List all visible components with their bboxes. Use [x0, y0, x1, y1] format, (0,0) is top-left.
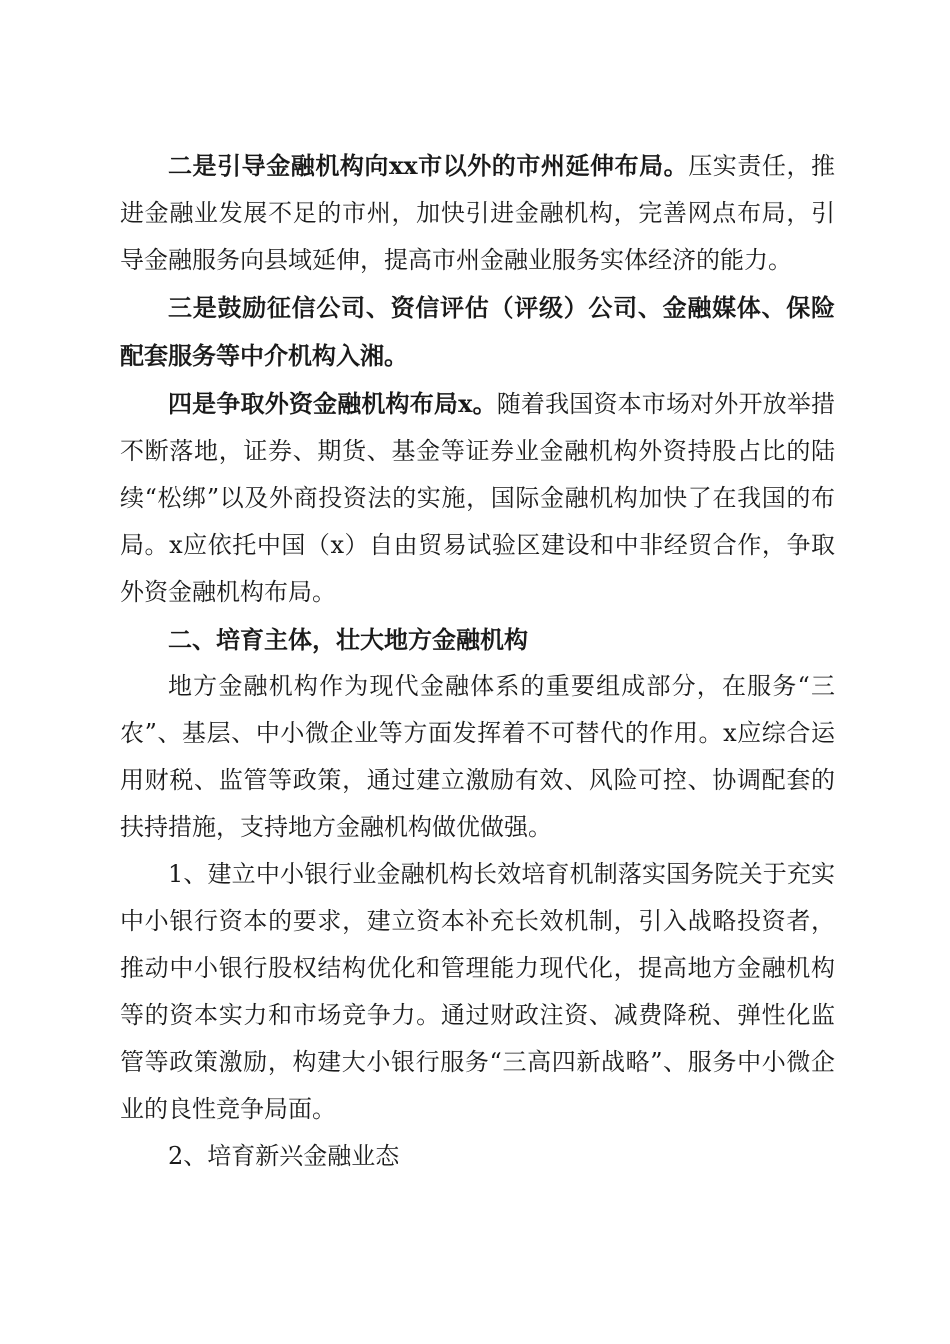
section-heading: 二、培育主体，壮大地方金融机构 — [168, 625, 528, 654]
paragraph-intro: 地方金融机构作为现代金融体系的重要组成部分，在服务“三农”、基层、中小微企业等方面发挥着不可替代的作用。x应综合运用财税、监管等政策，通过建立激励有效、风险可控、协调配套的扶持措施，支持地方金融机构做优做强。 — [120, 672, 835, 841]
paragraph-text: 随着我国资本市场对外开放举措不断落地，证券、期货、基金等证券业金融机构外资持股占比的陆续“松绑”以及外商投资法的实施，国际金融机构加快了在我国的布局。x应依托中国（x）自由贸易试验区建设和中非经贸合作，争取外资金融机构布局。 — [120, 390, 836, 606]
paragraph-text: 压实责任，推进金融业发展不足的市州，加快引进金融机构，完善网点布局，引导金融服务向县域延伸，提高市州金融业服务实体经济的能力。 — [120, 152, 835, 274]
paragraph-foreign-institutions — [120, 380, 835, 616]
paragraph-item-2: 2、培育新兴金融业态 — [168, 1142, 400, 1170]
paragraph-lead: 四是争取外资金融机构布局x。 — [168, 389, 497, 418]
paragraph-item-1: 1、建立中小银行业金融机构长效培育机制落实国务院关于充实中小银行资本的要求，建立资本补充长效机制，引入战略投资者，推动中小银行股权结构优化和管理能力现代化，提高地方金融机构等的资本实力和市场竞争力。通过财政注资、减费降税、弹性化监管等政策激励，构建大小银行服务“三高四新战略”、服务中小微企业的良性竞争局面。 — [120, 860, 835, 1123]
paragraph-intermediaries — [120, 284, 835, 380]
paragraph-lead: 二是引导金融机构向xx市以外的市州延伸布局。 — [168, 151, 689, 180]
document-body — [120, 142, 835, 1180]
paragraph-lead: 三是鼓励征信公司、资信评估（评级）公司、金融媒体、保险配套服务等中介机构入湘。 — [120, 293, 835, 370]
paragraph-extend-layout — [120, 142, 835, 284]
